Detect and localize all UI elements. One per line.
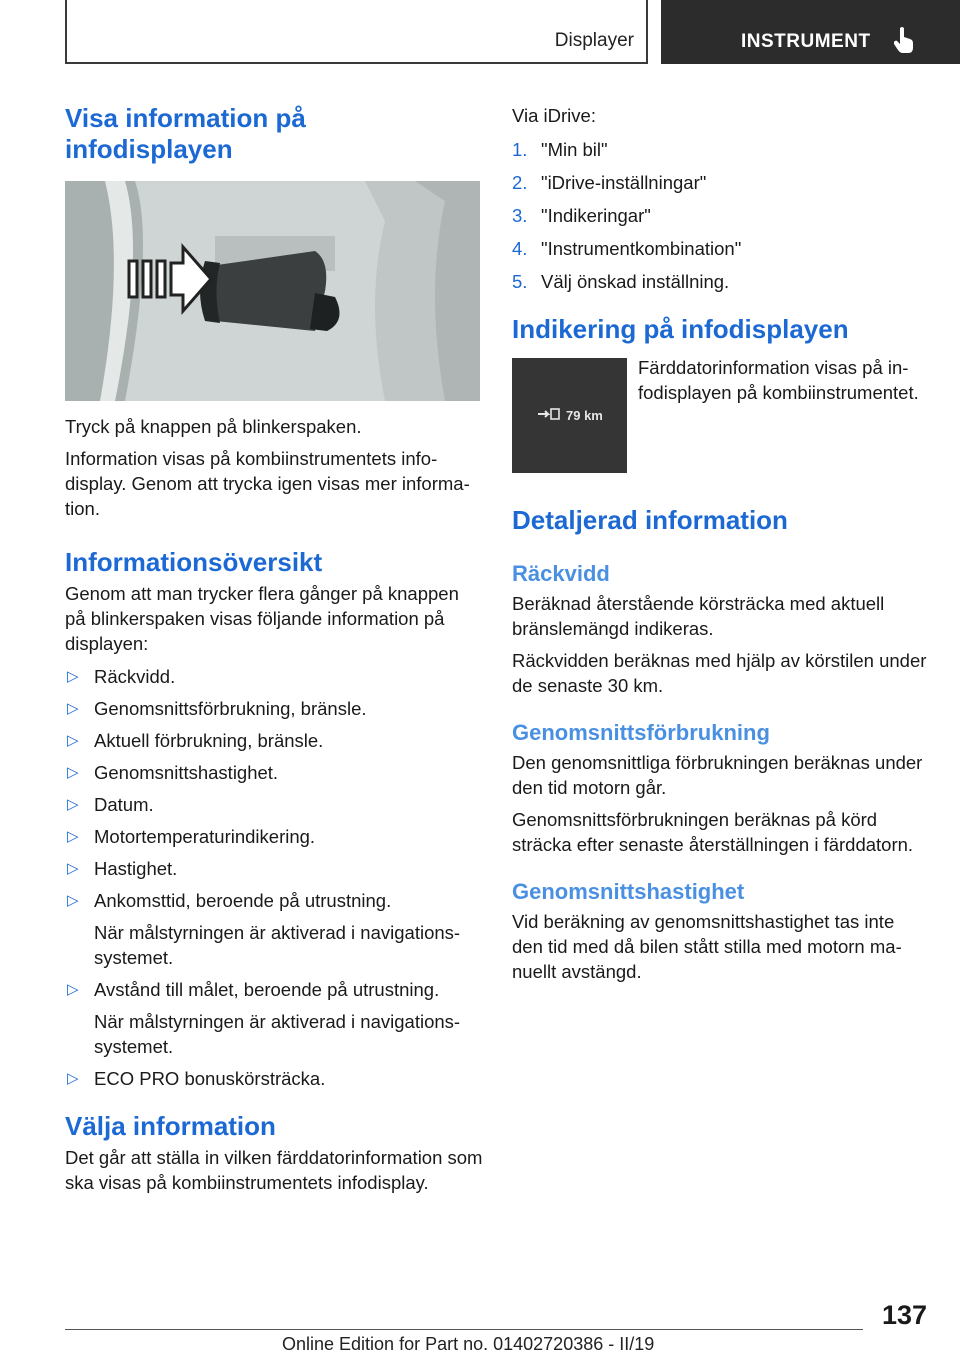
infodisplay-image (512, 358, 627, 473)
step-number: 4. (512, 238, 528, 259)
list-item (65, 888, 483, 970)
list-item (65, 1066, 483, 1091)
list-item (65, 696, 483, 721)
paragraph: Räckvidden beräknas med hjälp av körstilen under de senaste 30 km. (512, 650, 927, 696)
step-number: 2. (512, 172, 528, 193)
triangle-bullet-icon: ▷ (67, 1070, 79, 1087)
step-number: 1. (512, 139, 528, 160)
triangle-bullet-icon: ▷ (67, 796, 79, 813)
list-item (65, 792, 483, 817)
header-section-box (65, 0, 648, 64)
list-item (65, 664, 483, 689)
step-number: 3. (512, 205, 528, 226)
step-item (512, 269, 930, 294)
subsection-title-rackvidd: Räckvidd (512, 561, 610, 586)
list-item-text: Avstånd till målet, beroende på utrustning. (94, 979, 440, 1000)
right-column (512, 103, 930, 984)
list-item (65, 824, 483, 849)
list-item-text: Hastighet. (94, 858, 178, 879)
list-item-text: Aktuell förbrukning, bränsle. (94, 730, 324, 751)
step-text: "Instrumentkombination" (541, 238, 742, 259)
triangle-bullet-icon: ▷ (67, 828, 79, 845)
list-item-text: Motortemperaturindikering. (94, 826, 316, 847)
step-number: 5. (512, 271, 528, 292)
paragraph: Vid beräkning av genomsnittshastighet tas inte den tid med då bilen stått stilla med motorn manuellt avstängd. (512, 911, 902, 982)
section-title-visa-information: Visa information på infodisplayen (65, 103, 306, 164)
step-item (512, 137, 930, 162)
step-text: "Min bil" (541, 139, 608, 160)
section-title-indikering: Indikering på infodisplayen (512, 314, 849, 344)
range-value: 79 km (566, 408, 603, 423)
paragraph: Information visas på kombiinstrumentets infodisplay. Genom att trycka igen visas mer information. (65, 448, 470, 519)
subsection-title-genomsnittshastighet: Genomsnittshastighet (512, 879, 745, 904)
list-item-text: ECO PRO bonuskörsträcka. (94, 1068, 326, 1089)
triangle-bullet-icon: ▷ (67, 700, 79, 717)
step-text: "Indikeringar" (541, 205, 651, 226)
steering-column-image (65, 181, 480, 401)
section-title-detaljerad: Detaljerad information (512, 505, 788, 535)
list-item (65, 760, 483, 785)
list-item-text: Genomsnittshastighet. (94, 762, 279, 783)
section-title-valja-information: Välja information (65, 1111, 276, 1141)
page-number: 137 (881, 1300, 927, 1330)
footer-divider (65, 1329, 863, 1330)
list-item-note: När målstyrningen är aktiverad i navigationssystemet. (94, 1011, 461, 1057)
step-text: "iDrive-inställningar" (541, 172, 707, 193)
triangle-bullet-icon: ▷ (67, 668, 79, 685)
idrive-steps (512, 137, 930, 294)
list-item (65, 856, 483, 881)
step-text: Välj önskad inställning. (541, 271, 730, 292)
triangle-bullet-icon: ▷ (67, 892, 79, 909)
pointing-hand-icon (894, 26, 914, 54)
paragraph: Genom att man trycker flera gånger på knappen på blinkerspaken visas följande information på displayen: (65, 583, 459, 654)
turn-signal-lever-illustration (65, 181, 480, 401)
step-item (512, 170, 930, 195)
chapter-tab[interactable] (661, 0, 960, 64)
paragraph: Genomsnittsförbrukningen beräknas på körd sträcka efter senaste återställningen i färddatorn. (512, 809, 914, 855)
list-item-text: Räckvidd. (94, 666, 176, 687)
step-item (512, 203, 930, 228)
list-item-text: Genomsnittsförbrukning, bränsle. (94, 698, 367, 719)
chapter-tab-label: INSTRUMENT (741, 31, 871, 52)
list-item (65, 728, 483, 753)
triangle-bullet-icon: ▷ (67, 732, 79, 749)
triangle-bullet-icon: ▷ (67, 981, 79, 998)
info-list (65, 664, 483, 1091)
paragraph: Den genomsnittliga förbrukningen beräknas under den tid motorn går. (512, 752, 923, 798)
list-item-note: När målstyrningen är aktiverad i navigationssystemet. (94, 922, 461, 968)
section-title-informationsoversikt: Informationsöversikt (65, 547, 323, 577)
paragraph: Tryck på knappen på blinkerspaken. (65, 416, 362, 437)
section-title: Displayer (554, 30, 634, 51)
paragraph: Beräknad återstående körsträcka med aktuell bränslemängd indikeras. (512, 593, 885, 639)
list-item (65, 977, 483, 1059)
paragraph: Färddatorinformation visas på infodisplayen på kombiinstrumentet. (638, 357, 919, 403)
edition-text: Online Edition for Part no. 01402720386 - II/19 (282, 1334, 655, 1354)
subsection-title-genomsnittsforbrukning: Genomsnittsförbrukning (512, 720, 770, 745)
step-item (512, 236, 930, 261)
triangle-bullet-icon: ▷ (67, 764, 79, 781)
range-display-graphic (512, 358, 627, 473)
list-item-text: Datum. (94, 794, 154, 815)
paragraph: Via iDrive: (512, 105, 596, 126)
left-column (65, 103, 483, 1195)
list-item-text: Ankomsttid, beroende på utrustning. (94, 890, 392, 911)
triangle-bullet-icon: ▷ (67, 860, 79, 877)
display-figure (512, 358, 930, 476)
paragraph: Det går att ställa in vilken färddatorinformation som ska visas på kombiinstrumentets infodisplay. (65, 1147, 483, 1193)
